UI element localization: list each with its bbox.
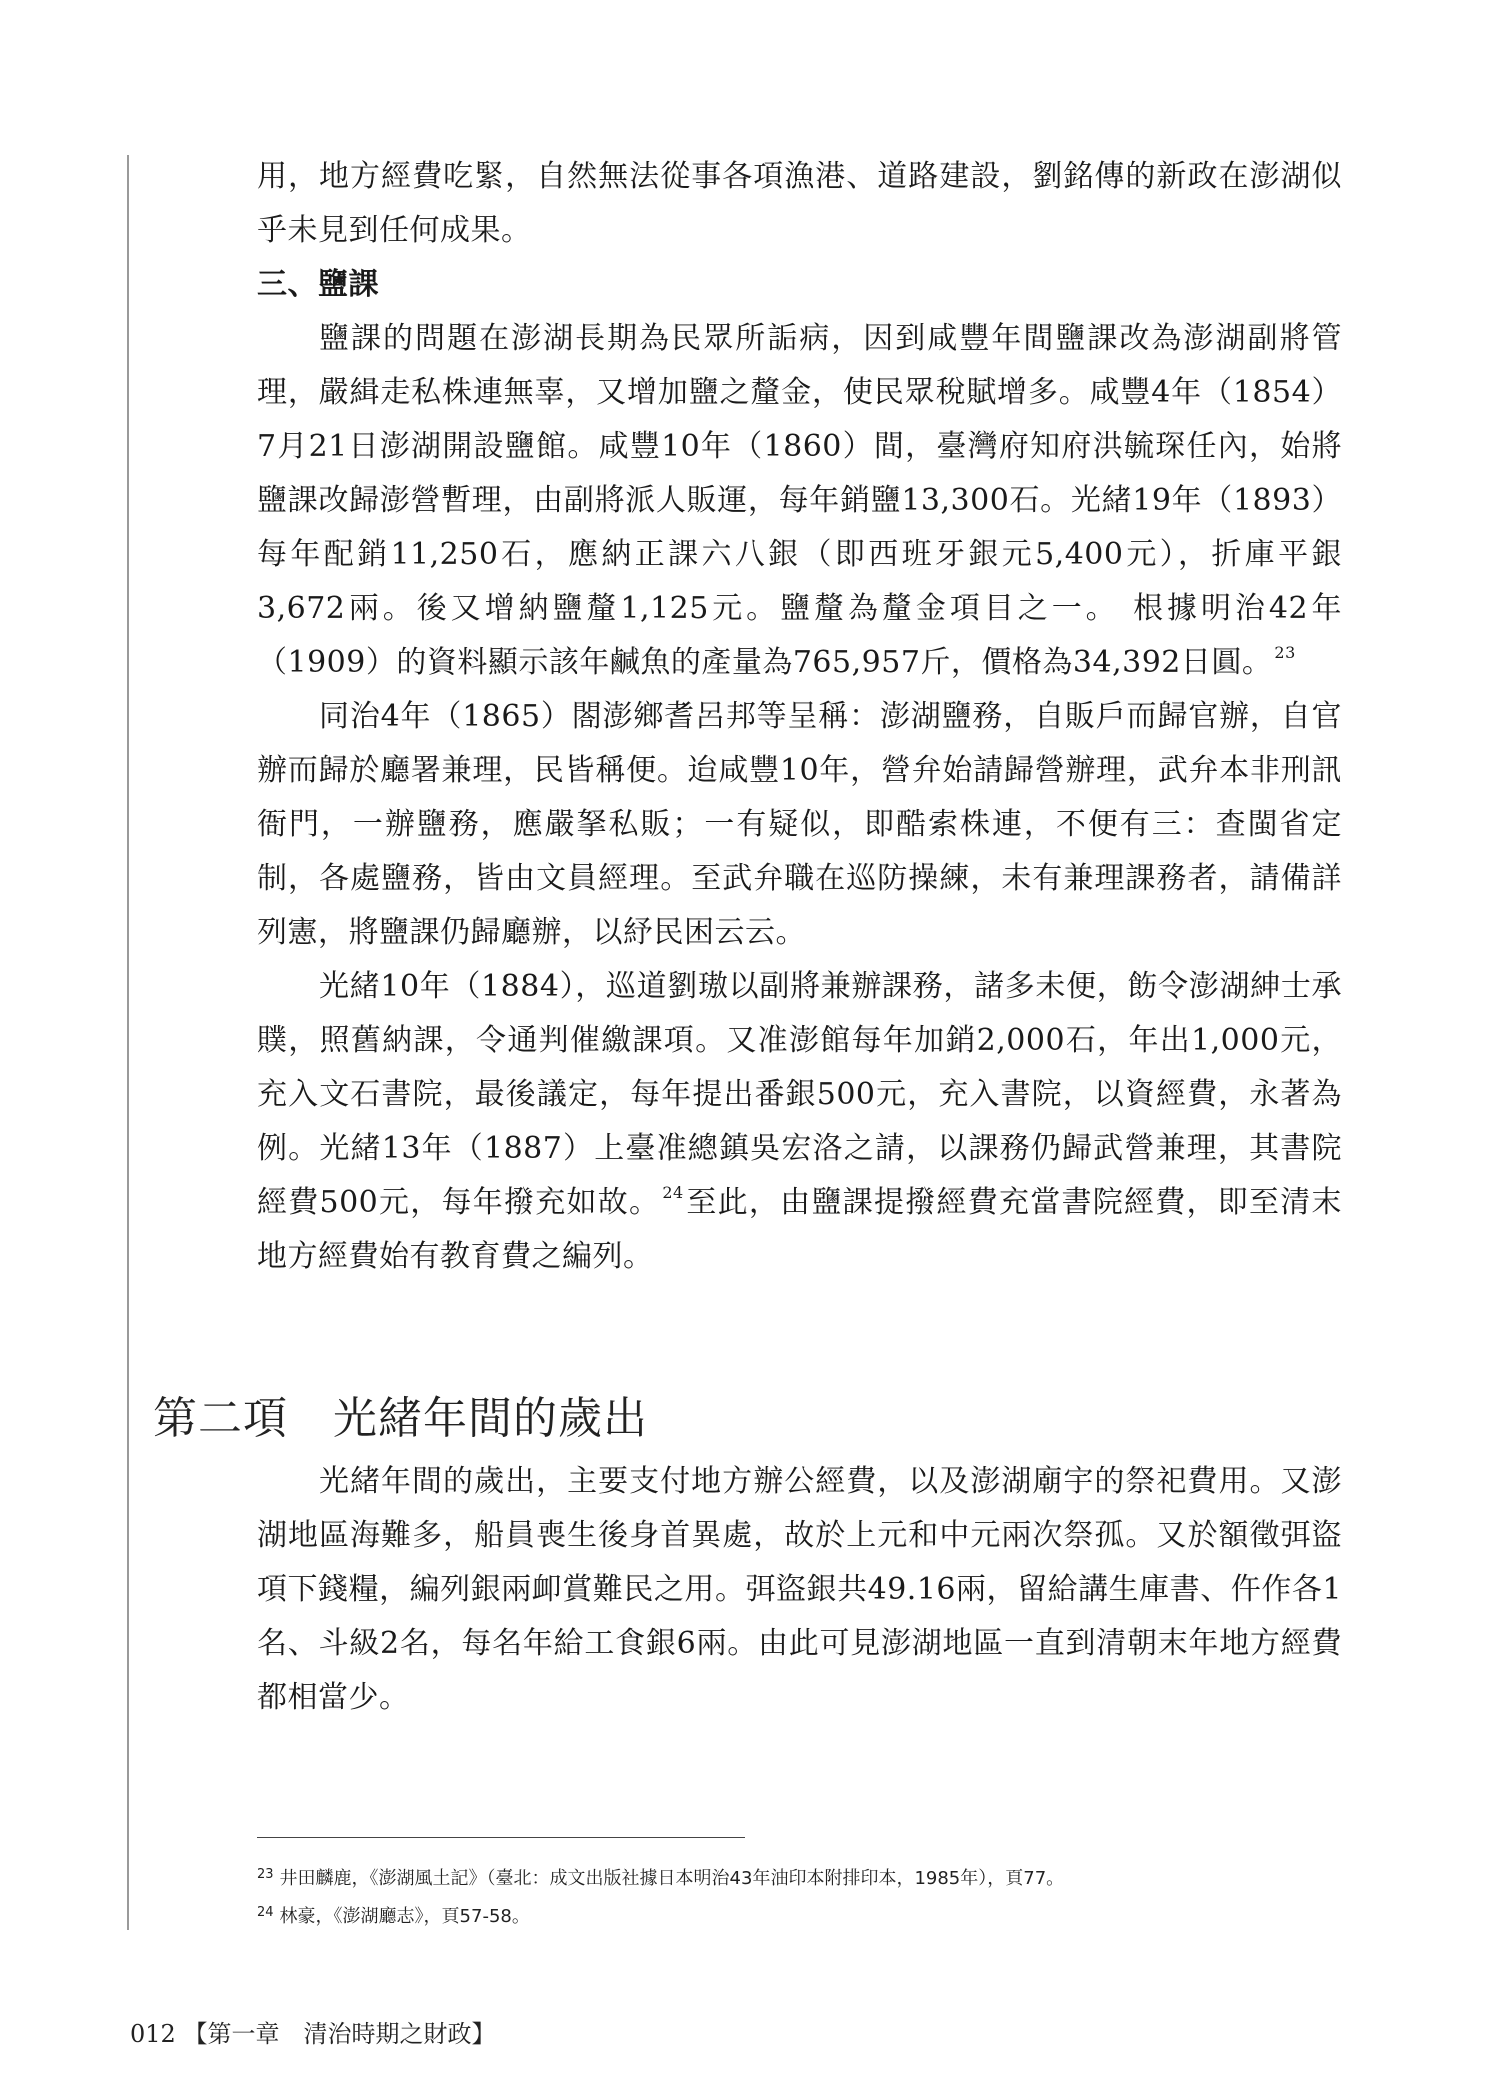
section-text [257,1455,1342,1725]
page-number: 012 [130,2020,176,2048]
footnote-ref-23[interactable]: 23 [1274,643,1296,662]
paragraph-salt-tax-text: 鹽課的問題在澎湖長期為民眾所詬病，因到咸豐年間鹽課改為澎湖副將管理，嚴緝走私株連無辜，又增加鹽之釐金，使民眾稅賦增多。咸豐4年（1854）7月21日澎湖開設鹽館。咸豐10年（1860）間，臺灣府知府洪毓琛任內，始將鹽課改歸澎營暫理，由副將派人販運，每年銷鹽13,300石。光緒19年（1893）每年配銷11,250石，應納正課六八銀（即西班牙銀元5,400元），折庫平銀3,672兩。後又增納鹽釐1,125元。鹽釐為釐金項目之一。 根據明治42年（1909）的資料顯示該年鹹魚的產量為765,957斤，價格為34,392日圓。 [257,321,1342,680]
footnote-23 [257,1858,1342,1896]
paragraph-guangxu [257,960,1342,1284]
footnote-divider [257,1837,745,1838]
main-text [257,150,1342,1284]
chapter-label: 【第一章 清治時期之財政】 [183,2020,496,2048]
paragraph-tongzhi: 同治4年（1865）閤澎鄉耆呂邦等呈稱：澎湖鹽務，自販戶而歸官辦，自官辦而歸於廳署兼理，民皆稱便。迨咸豐10年，營弁始請歸營辦理，武弁本非刑訊衙門，一辦鹽務，應嚴拏私販；一有疑似，即酷索株連，不便有三：查閩省定制，各處鹽務，皆由文員經理。至武弁職在巡防操練，未有兼理課務者，請備詳列憲，將鹽課仍歸廳辦，以紓民困云云。 [257,699,1342,950]
paragraph-continued: 用，地方經費吃緊，自然無法從事各項漁港、道路建設，劉銘傳的新政在澎湖似乎未見到任何成果。 [257,159,1342,248]
subheading-salt-tax: 三、鹽課 [257,267,379,302]
paragraph-salt-tax [257,312,1342,690]
page-footer [130,2014,495,2049]
margin-rule [127,155,129,1930]
paragraph-guangxu-text-b: 至此，由鹽課提撥經費充當書院經費，即至清末地方經費始有教育費之編列。 [257,1185,1343,1274]
footnote-24 [257,1896,1342,1934]
paragraph-guangxu-text-a: 光緒10年（1884），巡道劉璈以副將兼辦課務，諸多未便，飭令澎湖紳士承贌，照舊納課，令通判催繳課項。又准澎館每年加銷2,000石，年出1,000元，充入文石書院，最後議定，每年提出番銀500元，充入書院，以資經費，永著為例。光緒13年（1887）上臺准總鎮吳宏洛之請，以課務仍歸武營兼理，其書院經費500元，每年撥充如故。 [257,969,1342,1220]
footnote-text: 井田麟鹿，《澎湖風土記》（臺北：成文出版社據日本明治43年油印本附排印本，1985年），頁77。 [279,1868,1065,1889]
footnotes [257,1858,1342,1934]
footnote-number: 23 [257,1867,274,1882]
footnote-ref-24[interactable]: 24 [662,1183,684,1202]
paragraph-expenditure: 光緒年間的歲出，主要支付地方辦公經費，以及澎湖廟宇的祭祀費用。又澎湖地區海難多，船員喪生後身首異處，故於上元和中元兩次祭孤。又於額徵弭盜項下錢糧，編列銀兩卹賞難民之用。弭盜銀共49.16兩，留給講生庫書、仵作各1名、斗級2名，每名年給工食銀6兩。由此可見澎湖地區一直到清朝末年地方經費都相當少。 [257,1464,1342,1715]
section-heading: 第二項 光緒年間的歲出 [153,1393,648,1444]
footnote-text: 林豪，《澎湖廳志》，頁57-58。 [279,1906,530,1927]
footnote-number: 24 [257,1905,274,1920]
